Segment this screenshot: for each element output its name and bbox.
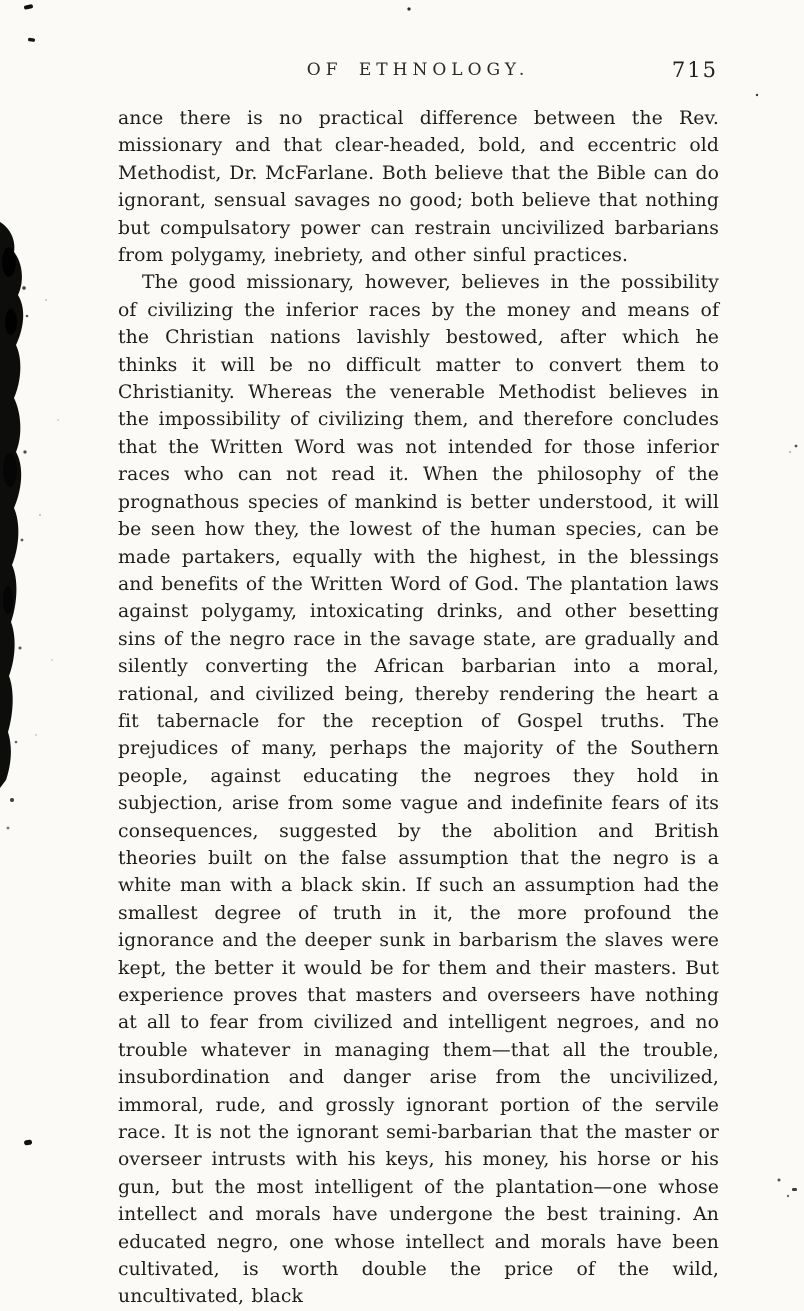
- scan-speck: [10, 798, 14, 802]
- scan-speck: [789, 451, 791, 453]
- scan-speck: [778, 1179, 781, 1182]
- page-number: 715: [671, 58, 718, 82]
- ink-blob: [2, 247, 16, 277]
- ink-blob: [3, 586, 13, 614]
- scan-speck: [795, 445, 798, 448]
- scan-speck: [407, 7, 410, 10]
- scan-speck: [26, 315, 29, 318]
- scan-speck: [23, 450, 26, 453]
- page-header: [118, 60, 718, 90]
- scan-speck: [24, 4, 34, 10]
- scan-speck: [51, 659, 53, 661]
- paragraph: ance there is no practical difference between the Rev. missionary and that clear-headed, bold, and eccentric old Methodist, Dr. McFarlane. Both believe that the Bible can do ignorant, sensual savages no good; both believe that nothing but compulsatory power can restrain uncivilized barbarians from polygamy, inebriety, and other sinful practices.: [118, 108, 719, 267]
- scan-speck: [35, 734, 37, 736]
- scan-speck: [7, 827, 10, 830]
- scan-speck: [15, 741, 18, 744]
- scan-speck: [45, 299, 47, 301]
- ink-streak: [0, 222, 23, 788]
- scan-speck: [19, 647, 22, 650]
- scan-speck: [57, 419, 59, 421]
- ink-blob: [3, 453, 17, 487]
- scan-speck: [22, 286, 26, 290]
- scan-speck: [21, 539, 24, 542]
- scan-speck: [28, 38, 35, 42]
- scan-speck: [39, 514, 41, 516]
- scan-speck: [787, 1195, 789, 1197]
- ink-blob: [5, 309, 17, 335]
- scan-speck: [792, 1188, 797, 1191]
- body-text: [118, 105, 719, 1311]
- paragraph: The good missionary, however, believes in the possibility of civilizing the inferior races by the money and means of the Christian nations lavishly bestowed, after which he thinks it will be no difficult matter to convert them to Christianity. Whereas the venerable Methodist believes in the impossibility of civilizing them, and therefore concludes that the Written Word was not intended for those inferior races who can not read it. When the philosophy of the prognathous species of mankind is better understood, it will be seen how they, the lowest of the human species, can be made partakers, equally with the highest, in the blessings and benefits of the Written Word of God. The plantation laws against polygamy, intoxicating drinks, and other besetting sins of the negro race in the savage state, are gradually and silently converting the African barbarian into a moral, rational, and civilized being, thereby rendering the heart a fit tabernacle for the reception of Gospel truths. The prejudices of many, perhaps the majority of the Southern people, against educating the negroes they hold in subjection, arise from some vague and indefinite fears of its consequences, suggested by the abolition and British theories built on the false assumption that the negro is a white man with a black skin. If such an assumption had the smallest degree of truth in it, the more profound the ignorance and the deeper sunk in barbarism the slaves were kept, the better it would be for them and their masters. But experience proves that masters and overseers have nothing at all to fear from civilized and intelligent negroes, and no trouble whatever in managing them—that all the trouble, insubordination and danger arise from the uncivilized, immoral, rude, and grossly ignorant portion of the servile race. It is not the ignorant semi-barbarian that the master or overseer intrusts with his keys, his money, his horse or his gun, but the most intelligent of the plantation—one whose intellect and morals have undergone the best training. An educated negro, one whose intellect and morals have been cultivated, is worth double the price of the wild, uncultivated, black: [118, 272, 719, 1308]
- scan-speck: [756, 94, 758, 96]
- scan-speck: [24, 1139, 33, 1145]
- running-title: OF ETHNOLOGY.: [306, 60, 530, 80]
